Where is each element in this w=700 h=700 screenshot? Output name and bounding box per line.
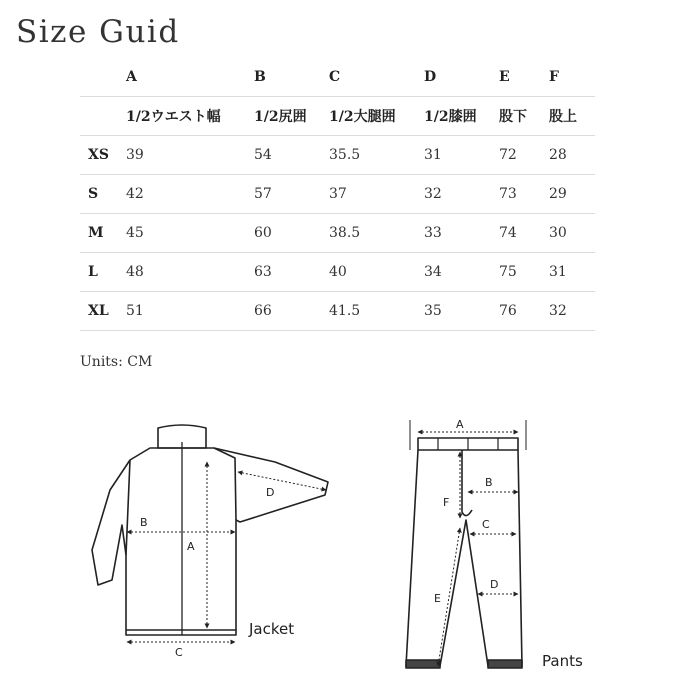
- jacket-label-a: A: [187, 540, 195, 553]
- table-cell: 54: [254, 136, 329, 175]
- table-cell: 37: [329, 175, 424, 214]
- table-cell: 28: [549, 136, 595, 175]
- table-cell: 32: [549, 292, 595, 331]
- page-title: Size Guid: [16, 14, 180, 50]
- jacket-label-b: B: [140, 516, 148, 529]
- table-cell: 31: [424, 136, 499, 175]
- table-cell: 76: [499, 292, 549, 331]
- pants-label-f: F: [443, 496, 450, 509]
- table-cell: 66: [254, 292, 329, 331]
- table-cell: 39: [126, 136, 254, 175]
- table-cell: 57: [254, 175, 329, 214]
- table-cell: 75: [499, 253, 549, 292]
- units-note: Units: CM: [80, 354, 153, 370]
- column-letter: F: [549, 58, 595, 97]
- corner-cell: [80, 58, 126, 97]
- table-cell: 35: [424, 292, 499, 331]
- column-letter: D: [424, 58, 499, 97]
- table-cell: 48: [126, 253, 254, 292]
- column-name: 股下: [499, 97, 549, 136]
- size-label: S: [80, 175, 126, 214]
- table-cell: 29: [549, 175, 595, 214]
- table-cell: 32: [424, 175, 499, 214]
- column-name: 股上: [549, 97, 595, 136]
- table-cell: 34: [424, 253, 499, 292]
- size-label: M: [80, 214, 126, 253]
- pants-label-a: A: [456, 418, 464, 431]
- column-letter: E: [499, 58, 549, 97]
- pants-diagram: [388, 410, 618, 690]
- table-row: [80, 175, 595, 214]
- belt-loops: [438, 438, 498, 450]
- table-cell: 40: [329, 253, 424, 292]
- column-name: 1/2尻囲: [254, 97, 329, 136]
- column-name-row: [80, 97, 595, 136]
- pants-label-e: E: [434, 592, 441, 605]
- table-cell: 33: [424, 214, 499, 253]
- table-cell: 72: [499, 136, 549, 175]
- table-cell: 73: [499, 175, 549, 214]
- pants-label-d: D: [490, 578, 499, 591]
- table-row: [80, 214, 595, 253]
- table-row: [80, 292, 595, 331]
- pants-label-c: C: [482, 518, 490, 531]
- pants-outline: [406, 438, 522, 668]
- table-cell: 41.5: [329, 292, 424, 331]
- column-letter: C: [329, 58, 424, 97]
- jacket-outline: [92, 425, 328, 635]
- size-table: [80, 58, 595, 331]
- jacket-label-c: C: [175, 646, 183, 659]
- pants-measure-lines: [418, 432, 518, 666]
- table-cell: 63: [254, 253, 329, 292]
- column-letter: A: [126, 58, 254, 97]
- jacket-caption: Jacket: [249, 620, 295, 638]
- column-letter-row: [80, 58, 595, 97]
- table-cell: 60: [254, 214, 329, 253]
- pants-label-b: B: [485, 476, 493, 489]
- column-name: 1/2大腿囲: [329, 97, 424, 136]
- column-name: 1/2膝囲: [424, 97, 499, 136]
- size-label: XL: [80, 292, 126, 331]
- jacket-diagram: [80, 420, 340, 670]
- size-label: XS: [80, 136, 126, 175]
- corner-cell: [80, 97, 126, 136]
- column-name: 1/2ウエスト幅: [126, 97, 254, 136]
- size-label: L: [80, 253, 126, 292]
- pants-caption: Pants: [542, 652, 583, 670]
- table-cell: 45: [126, 214, 254, 253]
- table-cell: 30: [549, 214, 595, 253]
- jacket-measure-lines: [127, 462, 326, 642]
- table-cell: 38.5: [329, 214, 424, 253]
- table-cell: 74: [499, 214, 549, 253]
- table-cell: 51: [126, 292, 254, 331]
- table-cell: 42: [126, 175, 254, 214]
- table-cell: 31: [549, 253, 595, 292]
- table-cell: 35.5: [329, 136, 424, 175]
- jacket-label-d: D: [266, 486, 275, 499]
- column-letter: B: [254, 58, 329, 97]
- table-row: [80, 136, 595, 175]
- table-row: [80, 253, 595, 292]
